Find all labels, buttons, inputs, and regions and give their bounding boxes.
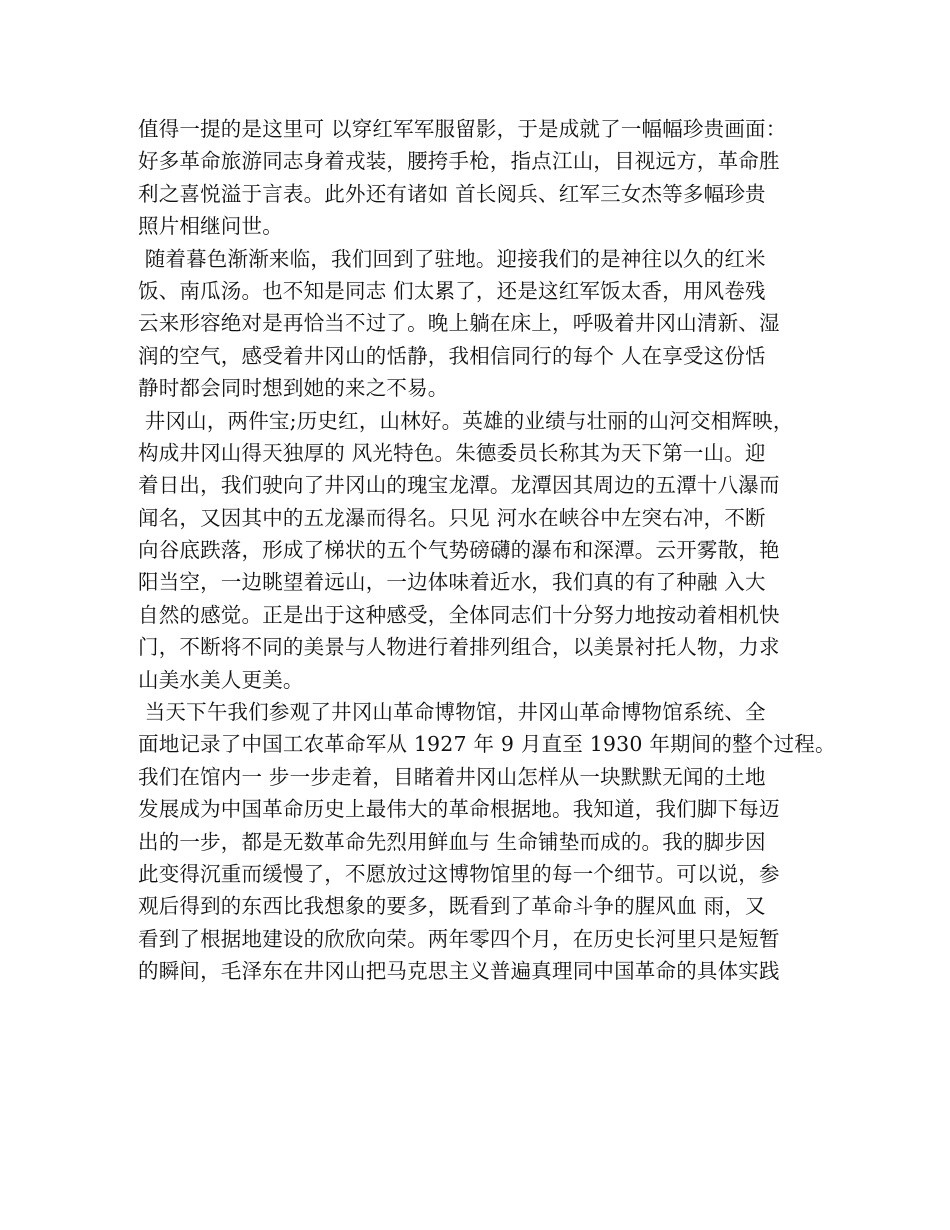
text-line: 井冈山，两件宝;历史红，山林好。英雄的业绩与壮丽的山河交相辉映，	[138, 408, 794, 433]
text-line: 静时都会同时想到她的来之不易。	[138, 376, 449, 401]
text-line: 发展成为中国革命历史上最伟大的革命根据地。我知道，我们脚下每迈	[138, 797, 780, 822]
text-line: 山美水美人更美。	[138, 667, 304, 692]
text-line: 的瞬间，毛泽东在井冈山把马克思主义普遍真理同中国革命的具体实践	[138, 959, 780, 984]
text-line: 看到了根据地建设的欣欣向荣。两年零四个月，在历史长河里只是短暂	[138, 926, 780, 951]
text-line: 利之喜悦溢于言表。此外还有诸如 首长阅兵、红军三女杰等多幅珍贵	[138, 181, 766, 206]
text-line: 云来形容绝对是再恰当不过了。晚上躺在床上，呼吸着井冈山清新、湿	[138, 311, 780, 336]
text-line: 润的空气，感受着井冈山的恬静，我相信同行的每个 人在享受这份恬	[138, 343, 766, 368]
text-line: 我们在馆内一 步一步走着，目睹着井冈山怎样从一块默默无闻的土地	[138, 764, 766, 789]
text-line: 此变得沉重而缓慢了，不愿放过这博物馆里的每一个细节。可以说，参	[138, 861, 780, 886]
text-line: 自然的感觉。正是出于这种感受，全体同志们十分努力地按动着相机快	[138, 602, 780, 627]
text-line: 闻名，又因其中的五龙瀑而得名。只见 河水在峡谷中左突右冲，不断	[138, 505, 766, 530]
text-line: 当天下午我们参观了井冈山革命博物馆，井冈山革命博物馆系统、全	[138, 700, 766, 725]
text-line: 着日出，我们驶向了井冈山的瑰宝龙潭。龙潭因其周边的五潭十八瀑而	[138, 473, 780, 498]
text-line: 构成井冈山得天独厚的 风光特色。朱德委员长称其为天下第一山。迎	[138, 440, 766, 465]
text-line: 照片相继问世。	[138, 214, 283, 239]
text-line: 随着暮色渐渐来临，我们回到了驻地。迎接我们的是神往以久的红米	[138, 246, 766, 271]
text-line: 饭、南瓜汤。也不知是同志 们太累了，还是这红军饭太香，用风卷残	[138, 278, 766, 303]
text-line: 出的一步，都是无数革命先烈用鲜血与 生命铺垫而成的。我的脚步因	[138, 829, 766, 854]
text-line: 观后得到的东西比我想象的要多，既看到了革命斗争的腥风血 雨，又	[138, 894, 766, 919]
text-line: 门，不断将不同的美景与人物进行着排列组合，以美景衬托人物，力求	[138, 635, 780, 660]
body-text	[138, 113, 836, 988]
text-line: 好多革命旅游同志身着戎装，腰挎手枪，指点江山，目视远方，革命胜	[138, 149, 780, 174]
text-line: 面地记录了中国工农革命军从 1927 年 9 月直至 1930 年期间的整个过程。	[138, 732, 836, 757]
text-line: 值得一提的是这里可 以穿红军军服留影，于是成就了一幅幅珍贵画面：	[138, 117, 787, 141]
text-line: 向谷底跌落，形成了梯状的五个气势磅礴的瀑布和深潭。云开雾散，艳	[138, 538, 780, 563]
text-line: 阳当空，一边眺望着远山，一边体味着近水，我们真的有了种融 入大	[138, 570, 766, 595]
